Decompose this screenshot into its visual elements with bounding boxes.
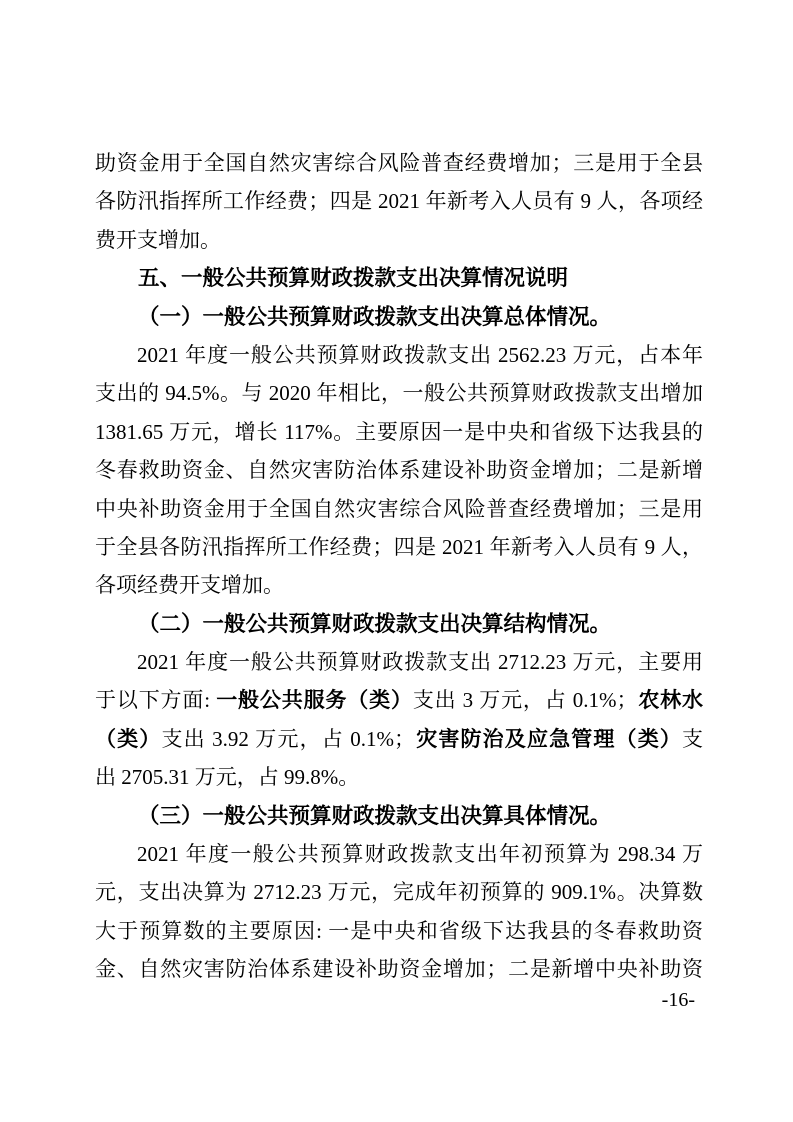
document-body [95, 144, 703, 989]
paragraph-line [95, 758, 703, 796]
paragraph-line [95, 643, 703, 681]
paragraph-line [95, 528, 703, 566]
text-run: 支出 3.92 万元，占 0.1%； [161, 726, 416, 751]
paragraph-line [95, 221, 703, 259]
paragraph-line [95, 566, 703, 604]
subsection-heading [95, 605, 703, 643]
paragraph-line [95, 720, 703, 758]
text-run: 助资金用于全国自然灾害综合风险普查经费增加；三是用于全县 [95, 151, 703, 175]
text-run: 2021 年度一般公共预算财政拨款支出 2712.23 万元，主要用 [137, 650, 703, 675]
text-run: 出 2705.31 万元，占 99.8%。 [95, 765, 360, 790]
text-run: 支出 3 万元，占 0.1%； [412, 688, 638, 713]
paragraph-line [95, 374, 703, 412]
text-run: 各项经费开支增加。 [95, 573, 284, 598]
bold-text-run: 农林水 [637, 689, 704, 713]
text-run: 支出的 94.5%。与 2020 年相比，一般公共预算财政拨款支出增加 [95, 381, 703, 406]
section-heading [95, 259, 703, 297]
paragraph-line [95, 451, 703, 489]
subsection-heading [95, 298, 703, 336]
bold-text-run: （类） [95, 727, 162, 751]
page-number: -16- [661, 989, 695, 1011]
text-run: 元，支出决算为 2712.23 万元，完成年初预算的 909.1%。决算数 [95, 880, 703, 905]
text-run: 各防汛指挥所工作经费；四是 2021 年新考入人员有 9 人，各项经 [95, 189, 703, 214]
paragraph-line [95, 835, 703, 873]
bold-text-run: 灾害防治及应急管理（类） [415, 727, 682, 751]
paragraph-line [95, 144, 703, 182]
text-run: 费开支增加。 [95, 227, 221, 252]
text-run: （二）一般公共预算财政拨款支出决算结构情况。 [138, 611, 612, 636]
text-run: 1381.65 万元，增长 117%。主要原因一是中央和省级下达我县的 [95, 419, 703, 444]
text-run: 2021 年度一般公共预算财政拨款支出 2562.23 万元，占本年 [137, 342, 703, 367]
paragraph-line [95, 950, 703, 988]
paragraph-line [95, 490, 703, 528]
paragraph-line [95, 336, 703, 374]
text-run: 2021 年度一般公共预算财政拨款支出年初预算为 298.34 万 [137, 842, 703, 867]
paragraph-line [95, 873, 703, 911]
text-run: 于以下方面: [95, 688, 217, 713]
paragraph-line [95, 681, 703, 719]
text-run: 金、自然灾害防治体系建设补助资金增加；二是新增中央补助资 [95, 957, 703, 982]
text-run: （一）一般公共预算财政拨款支出决算总体情况。 [138, 304, 612, 329]
text-run: 五、一般公共预算财政拨款支出决算情况说明 [138, 266, 569, 291]
text-run: 支 [682, 726, 703, 751]
text-run: （三）一般公共预算财政拨款支出决算具体情况。 [138, 803, 612, 828]
subsection-heading [95, 797, 703, 835]
paragraph-line [95, 182, 703, 220]
paragraph-line [95, 413, 703, 451]
text-run: 冬春救助资金、自然灾害防治体系建设补助资金增加；二是新增 [95, 458, 703, 483]
text-run: 中央补助资金用于全国自然灾害综合风险普查经费增加；三是用 [95, 496, 703, 521]
paragraph-line [95, 912, 703, 950]
text-run: 大于预算数的主要原因: 一是中央和省级下达我县的冬春救助资 [95, 918, 703, 943]
bold-text-run: 一般公共服务（类） [216, 689, 413, 713]
text-run: 于全县各防汛指挥所工作经费；四是 2021 年新考入人员有 9 人， [95, 534, 703, 559]
